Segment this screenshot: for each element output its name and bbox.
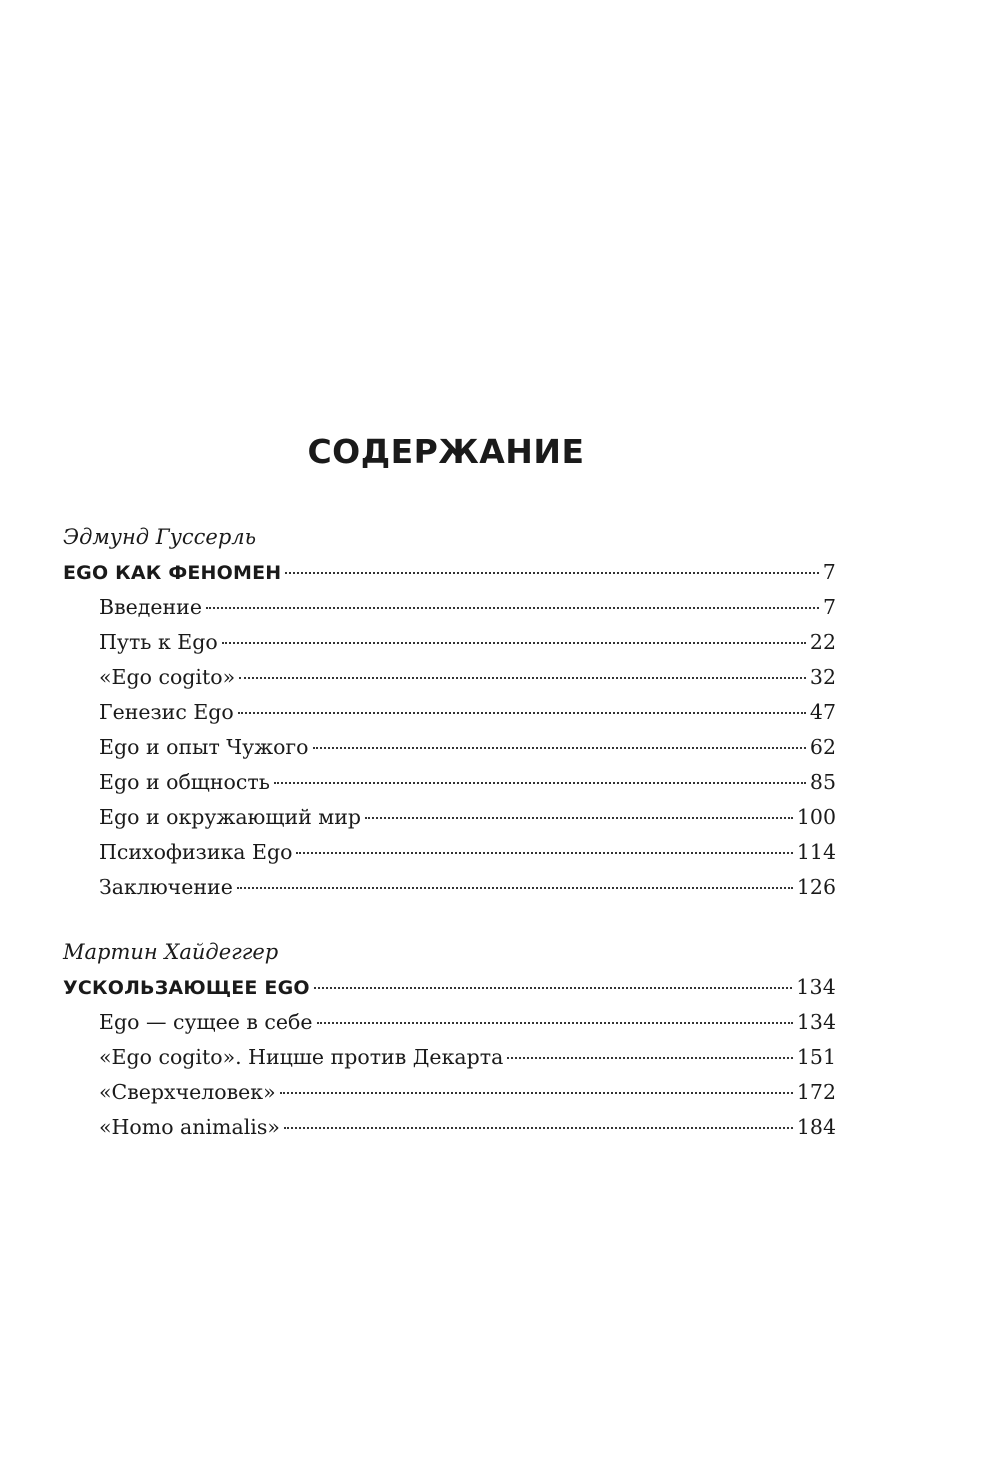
toc-entry[interactable]: [63, 1040, 836, 1075]
dot-leader: [284, 1127, 793, 1129]
toc-entry-label: Ego и общность: [99, 770, 270, 794]
toc-entry[interactable]: [63, 695, 836, 730]
toc-page-number: 7: [822, 560, 836, 584]
toc-entry-label: Заключение: [99, 875, 233, 899]
toc-page-number: 184: [796, 1115, 836, 1139]
dot-leader: [365, 817, 793, 819]
toc-entry[interactable]: [63, 835, 836, 870]
dot-leader: [206, 607, 819, 609]
dot-leader: [238, 712, 806, 714]
toc-page-number: 62: [809, 735, 836, 759]
dot-leader: [239, 677, 806, 679]
toc-page-number: 100: [796, 805, 836, 829]
toc-page-number: 32: [809, 665, 836, 689]
dot-leader: [296, 852, 792, 854]
dot-leader: [313, 747, 806, 749]
toc-chapter-label: EGO КАК ФЕНОМЕН: [63, 562, 282, 584]
toc-entry[interactable]: [63, 590, 836, 625]
toc-entry[interactable]: [63, 625, 836, 660]
toc-entry-label: Введение: [99, 595, 202, 619]
author-name: Мартин Хайдеггер: [63, 940, 279, 964]
toc-entry-label: Путь к Ego: [99, 630, 218, 654]
dot-leader: [222, 642, 806, 644]
toc-page-number: 114: [796, 840, 836, 864]
toc-entry[interactable]: [63, 1005, 836, 1040]
toc-page-number: 85: [809, 770, 836, 794]
toc-entry[interactable]: [63, 1110, 836, 1145]
toc-chapter[interactable]: [63, 555, 836, 590]
toc-page-number: 134: [796, 1010, 836, 1034]
toc-entry-label: «Homo animalis»: [99, 1115, 280, 1139]
toc-chapter[interactable]: [63, 970, 836, 1005]
toc-entry-label: Психофизика Ego: [99, 840, 293, 864]
page-title: СОДЕРЖАНИЕ: [307, 432, 585, 471]
toc-entry[interactable]: [63, 800, 836, 835]
toc-entry[interactable]: [63, 660, 836, 695]
author-name: Эдмунд Гуссерль: [63, 525, 257, 549]
toc-page-number: 134: [796, 975, 836, 999]
toc-section-husserl: [63, 520, 836, 905]
toc-entry-label: Ego и окружающий мир: [99, 805, 362, 829]
dot-leader: [237, 887, 793, 889]
dot-leader: [317, 1022, 793, 1024]
toc-entry[interactable]: [63, 870, 836, 905]
dot-leader: [314, 987, 793, 989]
toc-entry-label: «Сверхчеловек»: [99, 1080, 276, 1104]
toc-entry[interactable]: [63, 730, 836, 765]
toc-entry-label: Ego и опыт Чужого: [99, 735, 309, 759]
toc-entry[interactable]: [63, 765, 836, 800]
toc-entry-label: «Ego cogito». Ницше против Декарта: [99, 1045, 504, 1069]
toc-page-number: 7: [822, 595, 836, 619]
toc-page-number: 126: [796, 875, 836, 899]
toc-page-number: 172: [796, 1080, 836, 1104]
toc-page-number: 22: [809, 630, 836, 654]
toc-entry[interactable]: [63, 1075, 836, 1110]
dot-leader: [280, 1092, 793, 1094]
dot-leader: [285, 572, 818, 574]
toc-page-number: 47: [809, 700, 836, 724]
toc-entry-label: Генезис Ego: [99, 700, 234, 724]
toc-page-number: 151: [796, 1045, 836, 1069]
toc-chapter-label: УСКОЛЬЗАЮЩЕЕ EGO: [63, 977, 310, 999]
toc-entry-label: «Ego cogito»: [99, 665, 236, 689]
dot-leader: [507, 1057, 793, 1059]
toc-entry-label: Ego — сущее в себе: [99, 1010, 313, 1034]
toc-section-heidegger: [63, 935, 836, 1145]
dot-leader: [274, 782, 806, 784]
